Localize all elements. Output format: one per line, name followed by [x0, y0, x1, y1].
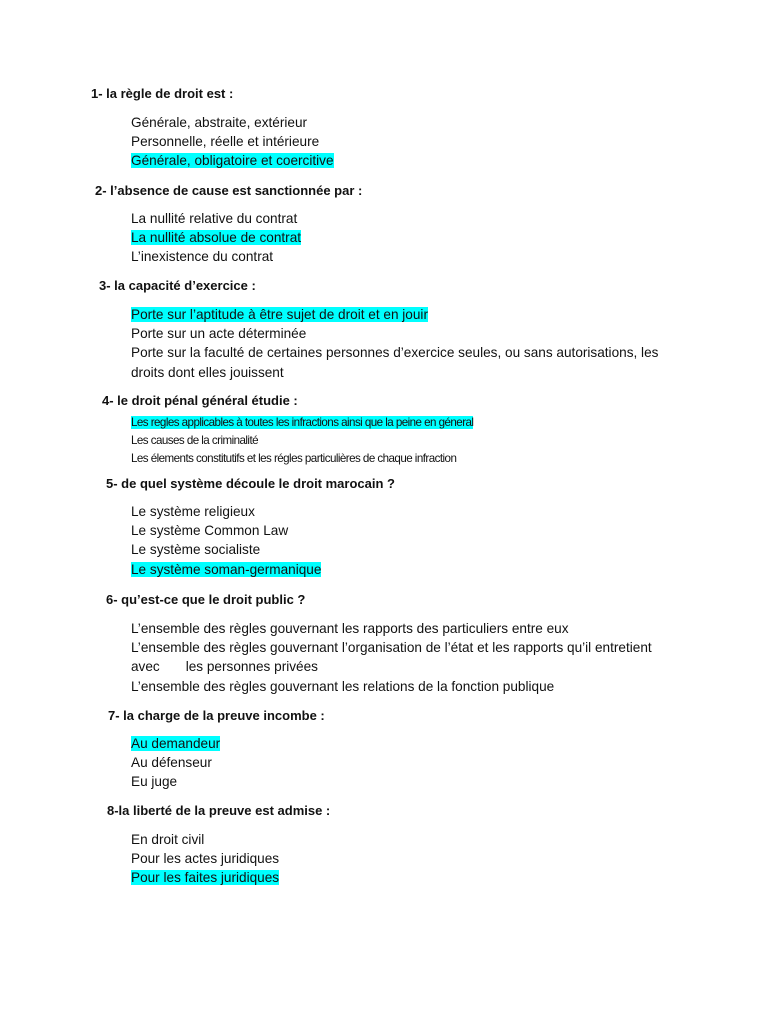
answer-option: Eu juge [131, 774, 178, 790]
answer-option: avec les personnes privées [131, 659, 318, 675]
answer-options [131, 414, 691, 468]
answer-option: Personnelle, réelle et intérieure [131, 134, 320, 150]
answer-option-highlighted: Pour les faites juridiques [131, 870, 280, 886]
answer-option: L’ensemble des règles gouvernant l’organisation de l’état et les rapports qu’il entretient [131, 640, 652, 656]
question-title: 6- qu’est-ce que le droit public ? [106, 592, 306, 607]
answer-option: Porte sur un acte déterminée [131, 326, 307, 342]
answer-option-highlighted: Porte sur l’aptitude à être sujet de droit et en jouir [131, 307, 428, 322]
answer-option: Au défenseur [131, 755, 212, 771]
answer-options [131, 619, 691, 696]
answer-option: Le système religieux [131, 504, 255, 519]
answer-option: En droit civil [131, 832, 205, 847]
question-title: 3- la capacité d’exercice : [99, 278, 256, 293]
answer-option: Pour les actes juridiques [131, 851, 280, 867]
answer-option: L’ensemble des règles gouvernant les relations de la fonction publique [131, 678, 555, 694]
question-title: 1- la règle de droit est : [91, 86, 234, 101]
answer-option: L’inexistence du contrat [131, 249, 274, 265]
answer-option-highlighted: La nullité absolue de contrat [131, 230, 302, 246]
question-title: 2- l’absence de cause est sanctionnée par : [95, 183, 363, 198]
answer-option: Les élements constitutifs et les régles particulières de chaque infraction [131, 452, 457, 465]
answer-option-highlighted: Les regles applicables à toutes les infractions ainsi que la peine en géneral [131, 416, 474, 429]
answer-option-highlighted: Le système soman-germanique [131, 561, 322, 577]
answer-options [131, 734, 691, 792]
answer-option: Les causes de la criminalité [131, 434, 259, 447]
answer-option: Porte sur la faculté de certaines personnes d’exercice seules, ou sans autorisations, les droits dont elles jouissent [131, 345, 659, 380]
answer-option-highlighted: Au demandeur [131, 736, 221, 751]
answer-option: Le système socialiste [131, 542, 261, 558]
answer-options [131, 502, 691, 579]
answer-options [131, 830, 691, 888]
answer-options [131, 305, 676, 382]
answer-options [131, 113, 691, 171]
question-title: 4- le droit pénal général étudie : [102, 393, 298, 408]
question-title: 8-la liberté de la preuve est admise : [107, 803, 331, 818]
answer-option: Générale, abstraite, extérieur [131, 115, 308, 130]
question-title: 7- la charge de la preuve incombe : [108, 708, 325, 723]
answer-option: La nullité relative du contrat [131, 211, 298, 226]
answer-option: Le système Common Law [131, 523, 289, 539]
answer-option-highlighted: Générale, obligatoire et coercitive [131, 153, 334, 169]
question-title: 5- de quel système découle le droit marocain ? [106, 476, 395, 491]
answer-option: L’ensemble des règles gouvernant les rapports des particuliers entre eux [131, 621, 569, 636]
answer-options [131, 209, 691, 267]
